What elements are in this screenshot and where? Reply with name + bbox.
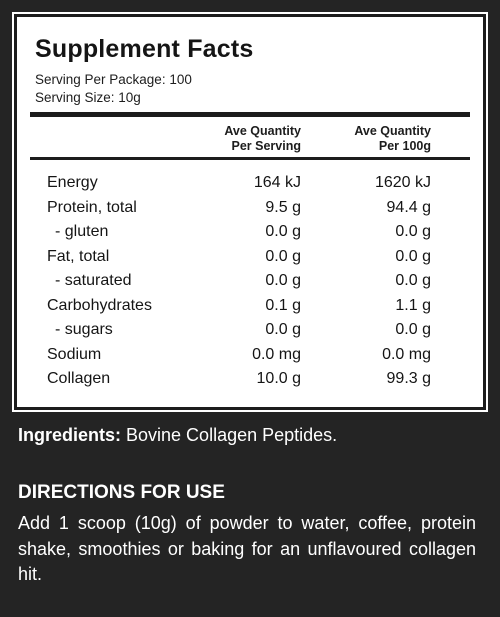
panel-title: Supplement Facts [35,35,254,63]
table-row [17,174,483,199]
ingredients-line [18,425,337,446]
column-header-line: Ave Quantity [224,124,301,138]
per-serving-value: 0.0 g [265,272,301,289]
per-serving-value: 0.0 g [265,321,301,338]
per-100g-value: 94.4 g [386,198,431,216]
table-row [17,346,483,371]
table-row [17,199,483,224]
nutrient-table [17,174,483,395]
nutrient-label: Energy [47,174,98,191]
per-serving-value: 0.1 g [265,296,301,314]
per-100g-value: 99.3 g [386,370,431,387]
nutrient-label: Carbohydrates [47,296,152,314]
per-100g-value: 0.0 g [395,247,431,265]
column-header-line: Ave Quantity [354,124,431,138]
nutrient-label: - saturated [55,272,132,289]
column-header-per-100g [354,124,431,154]
supplement-facts-panel [14,14,486,410]
per-100g-value: 1620 kJ [374,174,431,191]
per-serving-value: 9.5 g [265,198,301,216]
table-row [17,370,483,395]
header-divider [30,157,470,160]
per-100g-value: 1.1 g [395,296,431,314]
per-serving-value: 0.0 g [265,247,301,265]
thick-divider [30,112,470,117]
directions-text: Add 1 scoop (10g) of powder to water, coffee, protein shake, smoothies or baking for an unflavoured collagen hit. [18,513,476,584]
per-serving-value: 0.0 mg [252,345,301,363]
per-serving-value: 164 kJ [253,174,301,191]
per-serving-value: 0.0 g [265,223,301,240]
column-header-line: Per 100g [378,139,431,153]
nutrient-label: Sodium [47,345,102,363]
serving-per-package: Serving Per Package: 100 [35,72,192,87]
per-100g-value: 0.0 g [395,272,431,289]
table-row [17,321,483,346]
nutrient-label: Protein, total [47,198,137,216]
ingredients-label: Ingredients: [18,425,122,445]
per-100g-value: 0.0 g [395,223,431,240]
column-header-per-serving [224,124,301,154]
per-100g-value: 0.0 mg [382,345,431,363]
serving-size: Serving Size: 10g [35,90,141,105]
per-100g-value: 0.0 g [395,321,431,338]
nutrient-label: Collagen [47,370,111,387]
table-row [17,223,483,248]
table-row [17,297,483,322]
nutrient-label: - gluten [55,223,109,240]
column-header-line: Per Serving [231,139,301,153]
per-serving-value: 10.0 g [256,370,301,387]
table-row [17,272,483,297]
directions-heading: DIRECTIONS FOR USE [18,482,225,503]
table-row [17,248,483,273]
nutrient-label: - sugars [55,321,113,338]
nutrient-label: Fat, total [47,247,110,265]
ingredients-text: Bovine Collagen Peptides. [121,425,338,445]
